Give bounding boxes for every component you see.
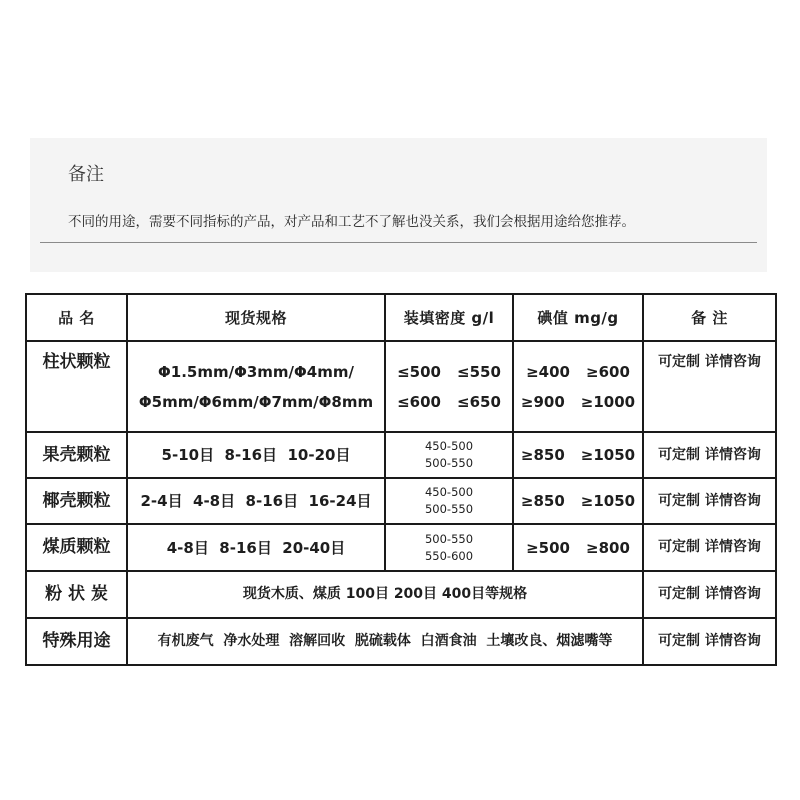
note-box [30, 138, 767, 272]
row-iodine [513, 478, 643, 524]
row-spec [127, 341, 385, 432]
row-spec: 2-4目 4-8目 8-16目 16-24目 [127, 478, 385, 524]
table-row [26, 478, 776, 524]
table-row [26, 524, 776, 571]
density-value: 550-600 [424, 548, 474, 563]
iodine-value: ≥800 [586, 538, 630, 557]
row-name: 粉 状 炭 [26, 571, 127, 618]
spec-line: Φ5mm/Φ6mm/Φ7mm/Φ8mm [138, 392, 374, 411]
row-density [385, 524, 513, 571]
iodine-value: ≥1050 [580, 446, 636, 464]
density-value: ≤600 [397, 392, 441, 411]
header-iodine: 碘值 mg/g [513, 294, 643, 341]
row-iodine [513, 432, 643, 478]
row-iodine [513, 341, 643, 432]
iodine-value: ≥850 [520, 446, 565, 464]
table-header-row [26, 294, 776, 341]
iodine-value: ≥500 [526, 538, 570, 557]
header-name: 品 名 [26, 294, 127, 341]
spec-line: Φ1.5mm/Φ3mm/Φ4mm/ [158, 362, 354, 381]
header-density: 装填密度 g/l [385, 294, 513, 341]
row-name: 特殊用途 [26, 618, 127, 665]
iodine-value: ≥900 [520, 392, 565, 411]
row-density [385, 341, 513, 432]
row-span-text: 现货木质、煤质 100目 200目 400目等规格 [127, 571, 643, 618]
table-row [26, 341, 776, 432]
row-span-text: 有机废气 净水处理 溶解回收 脱硫载体 白酒食油 土壤改良、烟滤嘴等 [127, 618, 643, 665]
header-spec: 现货规格 [127, 294, 385, 341]
density-value: 450-500 [424, 439, 474, 454]
row-name: 椰壳颗粒 [26, 478, 127, 524]
density-value: ≤500 [397, 362, 441, 381]
row-remark: 可定制 详情咨询 [643, 618, 776, 665]
table-row [26, 618, 776, 665]
header-remark: 备 注 [643, 294, 776, 341]
row-name: 柱状颗粒 [26, 341, 127, 432]
density-value: 500-550 [424, 531, 474, 546]
row-spec: 4-8目 8-16目 20-40目 [127, 524, 385, 571]
row-spec: 5-10目 8-16目 10-20目 [127, 432, 385, 478]
row-remark: 可定制 详情咨询 [643, 571, 776, 618]
row-density [385, 478, 513, 524]
row-name: 煤质颗粒 [26, 524, 127, 571]
row-remark: 可定制 详情咨询 [643, 524, 776, 571]
note-title: 备注 [68, 164, 104, 185]
density-value: 500-550 [424, 456, 474, 470]
iodine-value: ≥1050 [580, 492, 636, 510]
table-row [26, 571, 776, 618]
density-value: 500-550 [424, 502, 474, 516]
note-text: 不同的用途，需要不同指标的产品，对产品和工艺不了解也没关系，我们会根据用途给您推荐。 [68, 214, 635, 230]
iodine-value: ≥400 [526, 362, 570, 381]
density-value: 450-500 [424, 485, 474, 500]
row-remark: 可定制 详情咨询 [643, 341, 776, 432]
row-density [385, 432, 513, 478]
table-row [26, 432, 776, 478]
row-iodine [513, 524, 643, 571]
row-remark: 可定制 详情咨询 [643, 478, 776, 524]
density-value: ≤650 [457, 392, 501, 411]
spec-table [25, 293, 777, 666]
divider [40, 242, 757, 243]
iodine-value: ≥850 [520, 492, 565, 510]
iodine-value: ≥1000 [580, 392, 636, 411]
iodine-value: ≥600 [586, 362, 630, 381]
row-remark: 可定制 详情咨询 [643, 432, 776, 478]
row-name: 果壳颗粒 [26, 432, 127, 478]
density-value: ≤550 [457, 362, 501, 381]
